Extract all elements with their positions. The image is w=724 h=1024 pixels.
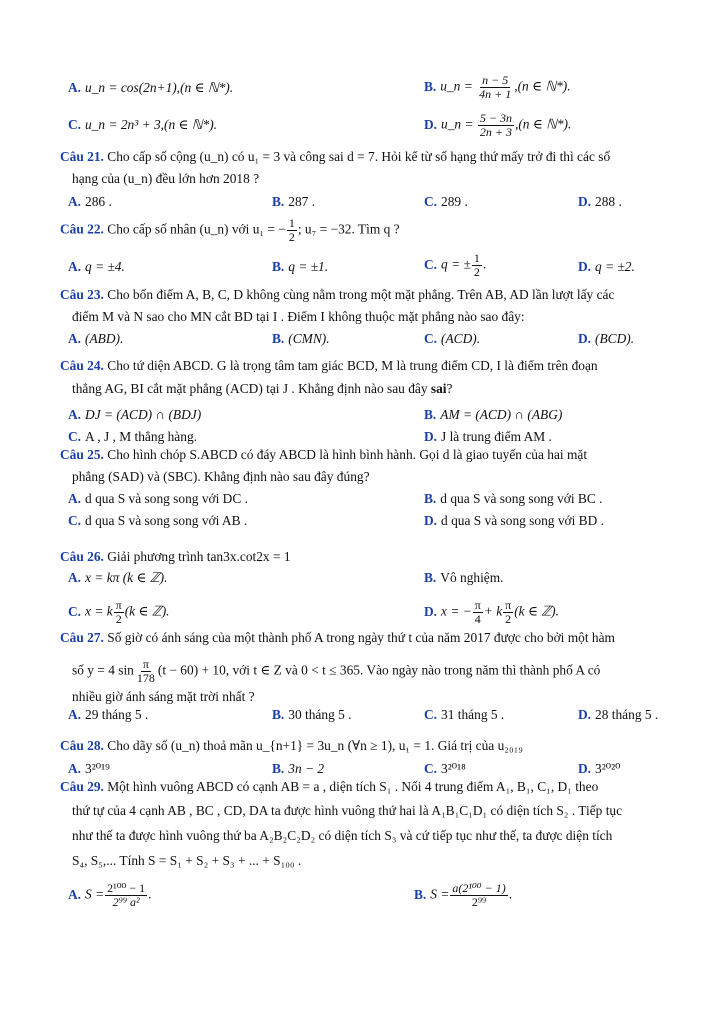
fraction: $\frac{5 - 3n}{2n + 3}$: [479, 111, 512, 139]
fraction: $\frac{\text{2¹⁰⁰ − 1}}{\text{2⁹⁹ a²}}$: [107, 881, 146, 909]
question-23: Câu 23. Cho bốn điểm A, B, C, D không cùng nằm trong một mặt phẳng. Trên AB, AD lần lượt lấy các: [60, 287, 615, 302]
question-23-cont: điểm M và N sao cho MN cắt BD tại I . Điểm I không thuộc mặt phẳng nào sao đây:: [72, 309, 525, 324]
q22-option-d: D. q = ±2.: [578, 259, 635, 274]
q28-option-a: A. 3²⁰¹⁹: [68, 761, 110, 776]
fraction: $\frac{n - 5}{4n + 1}$: [479, 73, 512, 101]
q26-option-b: B. Vô nghiệm.: [424, 570, 504, 585]
question-25: Câu 25. Cho hình chóp S.ABCD có đáy ABCD là hình bình hành. Gọi d là giao tuyến của hai mặt: [60, 447, 588, 462]
q22-option-c: C. q = ± $\frac{1}{2}$ .: [424, 251, 487, 279]
question-29: Câu 29. Một hình vuông ABCD có cạnh AB = a , diện tích S₁ . Nối 4 trung điểm A₁, B₁, C₁, D₁ theo: [60, 779, 599, 794]
question-22: Câu 22. Cho cấp số nhân (u_n) với u₁ = − $\frac{1}{2}$ ; u₇ = −32. Tìm q ?: [60, 216, 400, 244]
question-28: Câu 28. Cho dãy số (u_n) thoả mãn u_{n+1} = 3u_n (∀n ≥ 1), u₁ = 1. Giá trị của u₂₀₁₉: [60, 738, 523, 753]
q29-option-a: A. S = $\frac{\text{2¹⁰⁰ − 1}}{\text{2⁹⁹ a²}}$ .: [68, 881, 152, 909]
q25-option-b: B. d qua S và song song với BC .: [424, 491, 603, 506]
question-26: Câu 26. Giải phương trình tan3x.cot2x = 1: [60, 549, 291, 564]
prev-option-d: D. u_n = $\frac{5 - 3n}{2n + 3}$ ,(n ∈ ℕ*).: [424, 111, 572, 139]
q23-option-d: D. (BCD).: [578, 331, 635, 346]
prev-option-c: C. u_n = 2n³ + 3,(n ∈ ℕ*).: [68, 117, 218, 132]
q24-option-b: B. AM = (ACD) ∩ (ABG): [424, 407, 563, 422]
q29-option-b: B. S = $\frac{\text{a(2¹⁰⁰ − 1)}}{\text{2⁹⁹}}$ .: [414, 881, 513, 909]
q21-option-a: A. 286 .: [68, 194, 112, 209]
q28-option-b: B. 3n − 2: [272, 761, 325, 776]
question-29-cont-1: thứ tự của 4 cạnh AB , BC , CD, DA ta được hình vuông thứ hai là A₁B₁C₁D₁ có diện tích S₂ . Tiếp tục: [72, 803, 623, 818]
question-27: Câu 27. Số giờ có ánh sáng của một thành phố A trong ngày thứ t của năm 2017 được cho bởi một hàm: [60, 630, 615, 645]
question-29-cont-2: như thế ta được hình vuông thứ ba A₂B₂C₂D₂ có diện tích S₃ và cứ tiếp tục như thế, ta được diện tích: [72, 828, 613, 843]
q26-option-c: C. x = k $\frac{\pi}{2}$ (k ∈ ℤ).: [68, 598, 170, 626]
question-25-cont: phẳng (SAD) và (SBC). Khẳng định nào sau đây đúng?: [72, 469, 370, 484]
prev-option-b: B. u_n = $\frac{n - 5}{4n + 1}$ ,(n ∈ ℕ*).: [424, 73, 571, 101]
q23-option-b: B. (CMN).: [272, 331, 330, 346]
question-27-cont: số y = 4 sin $\frac{\pi}{178}$ (t − 60) + 10, với t ∈ Z và 0 < t ≤ 365. Vào ngày nào trong năm thì thành phố A có: [72, 657, 601, 685]
q23-option-a: A. (ABD).: [68, 331, 124, 346]
fraction: $\frac{1}{2}$: [288, 216, 295, 244]
fraction: $\frac{\pi}{178}$: [136, 657, 155, 685]
fraction: $\frac{\text{a(2¹⁰⁰ − 1)}}{\text{2⁹⁹}}$: [452, 881, 506, 909]
question-24: Câu 24. Cho tứ diện ABCD. G là trọng tâm tam giác BCD, M là trung điểm CD, I là điểm trên đoạn: [60, 358, 598, 373]
q25-option-c: C. d qua S và song song với AB .: [68, 513, 248, 528]
q24-option-d: D. J là trung điểm AM .: [424, 429, 552, 444]
q21-option-d: D. 288 .: [578, 194, 622, 209]
q25-option-a: A. d qua S và song song với DC .: [68, 491, 248, 506]
q27-option-a: A. 29 tháng 5 .: [68, 707, 149, 722]
q24-option-c: C. A , J , M thẳng hàng.: [68, 429, 197, 444]
q22-option-b: B. q = ±1.: [272, 259, 329, 274]
q28-option-d: D. 3²⁰²⁰: [578, 761, 621, 776]
q27-option-d: D. 28 tháng 5 .: [578, 707, 659, 722]
fraction: $\frac{\pi}{4}$: [474, 598, 481, 626]
q21-option-c: C. 289 .: [424, 194, 468, 209]
question-24-cont: thẳng AG, BI cắt mặt phẳng (ACD) tại J . Khẳng định nào sau đây sai?: [72, 381, 453, 396]
q26-option-a: A. x = kπ (k ∈ ℤ).: [68, 570, 168, 585]
fraction: $\frac{\pi}{2}$: [115, 598, 122, 626]
q23-option-c: C. (ACD).: [424, 331, 481, 346]
fraction: $\frac{1}{2}$: [473, 251, 480, 279]
q22-option-a: A. q = ±4.: [68, 259, 125, 274]
q27-option-c: C. 31 tháng 5 .: [424, 707, 505, 722]
fraction: $\frac{\pi}{2}$: [505, 598, 512, 626]
question-21: Câu 21. Cho cấp số cộng (u_n) có u₁ = 3 và công sai d = 7. Hỏi kể từ số hạng thứ mấy trở đi thì các số: [60, 149, 611, 164]
prev-option-a: A. u_n = cos(2n+1),(n ∈ ℕ*).: [68, 80, 234, 95]
question-21-cont: hạng của (u_n) đều lớn hơn 2018 ?: [72, 171, 260, 186]
q27-option-b: B. 30 tháng 5 .: [272, 707, 352, 722]
q28-option-c: C. 3²⁰¹⁸: [424, 761, 466, 776]
q21-option-b: B. 287 .: [272, 194, 316, 209]
q25-option-d: D. d qua S và song song với BD .: [424, 513, 604, 528]
question-29-cont-3: S₄, S₅,... Tính S = S₁ + S₂ + S₃ + ... + S₁₀₀ .: [72, 853, 302, 868]
question-27-cont-2: nhiều giờ ánh sáng mặt trời nhất ?: [72, 689, 255, 704]
q24-option-a: A. DJ = (ACD) ∩ (BDJ): [68, 407, 202, 422]
q26-option-d: D. x = − $\frac{\pi}{4}$ + k $\frac{\pi}{2}$ (k ∈ ℤ).: [424, 598, 559, 626]
